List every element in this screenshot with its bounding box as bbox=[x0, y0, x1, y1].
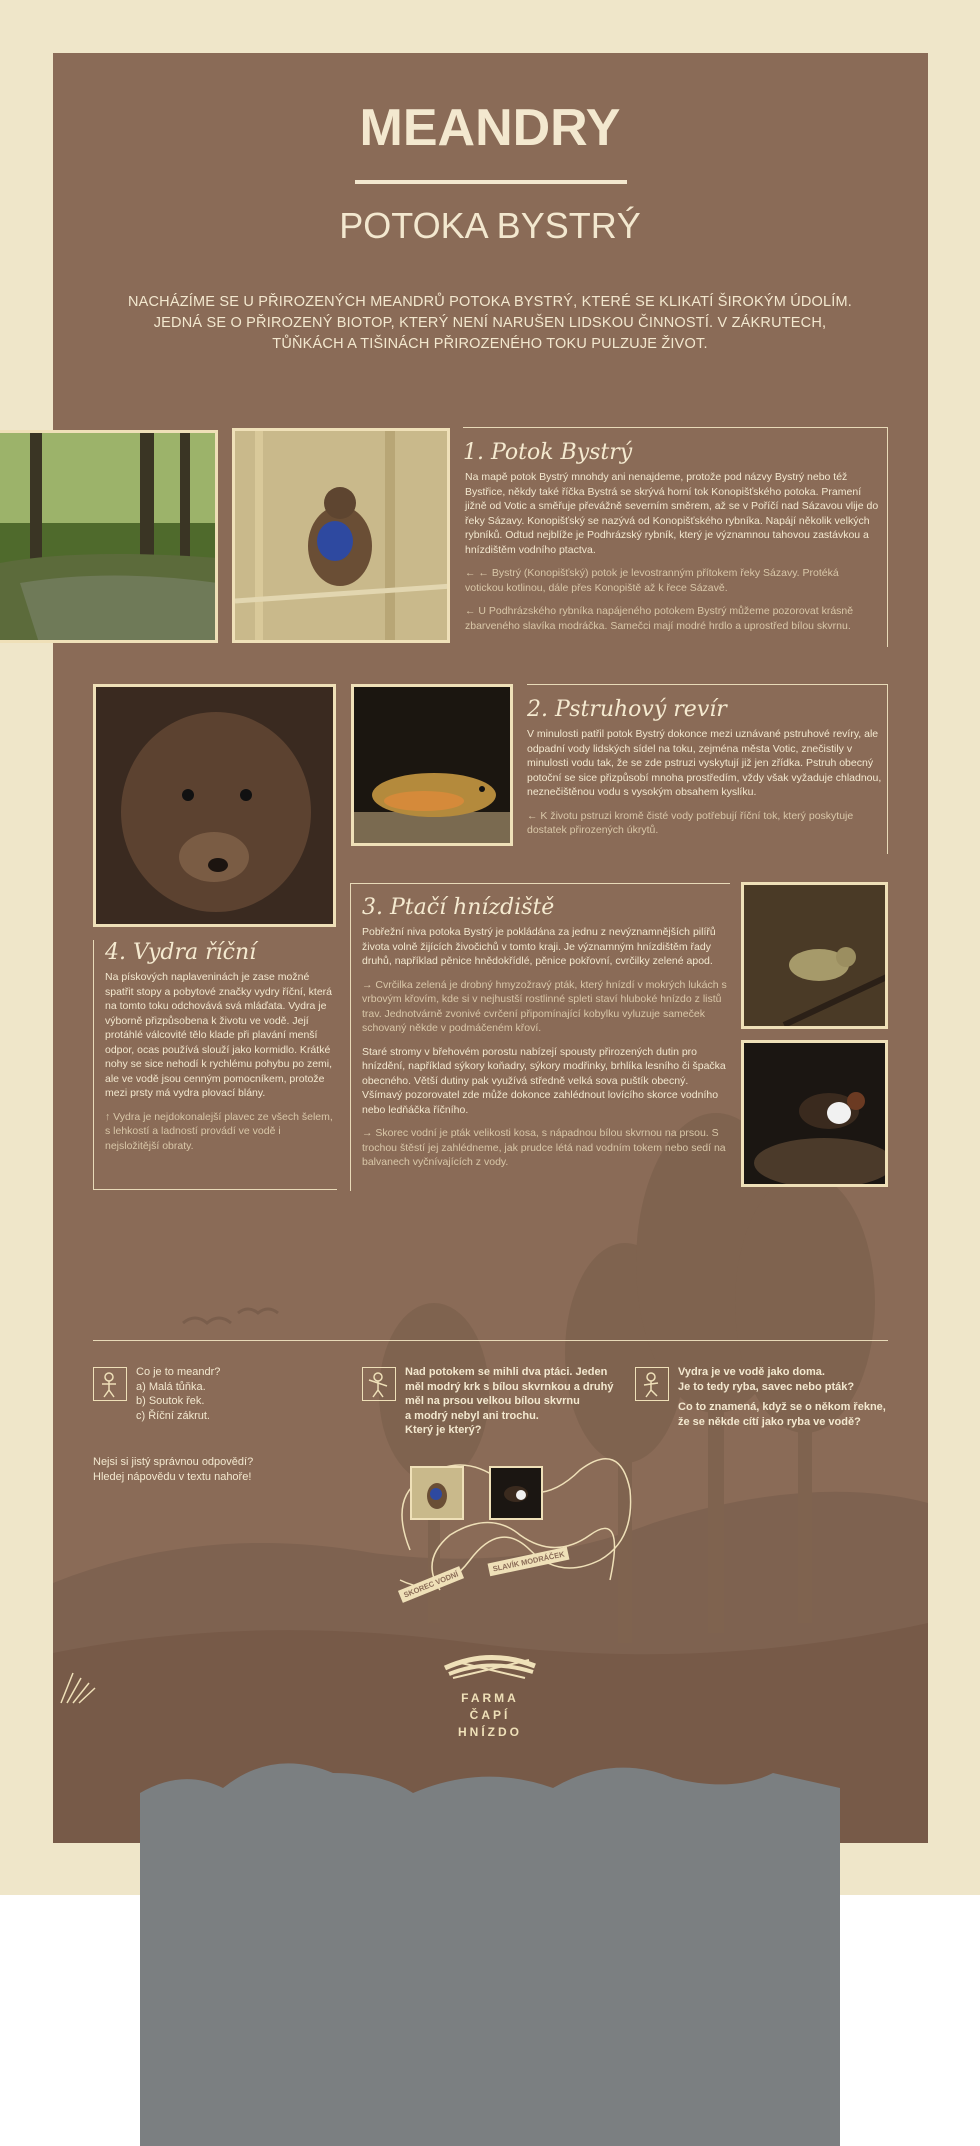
child-quiz-icon bbox=[635, 1367, 669, 1401]
paragraph: Na pískových naplaveninách je zase možné spatřit stopy a pobytové značky vydry říční, která na tomto toku odchovává svá mláďata. Vydra je výborně přizpůsobena k životu ve vodě. Její protáhlé válcovité tělo klade při plavání menší odpor, ocas používá slouží jako kormidlo. Krátké nohy se sice nehodí k rychlému pohybu po zemi, ale ve vodě jsou cenným pomocníkem, protože mezi prsty má vydra plovací blány. bbox=[105, 971, 333, 1099]
hint-line: Hledej nápovědu v textu nahoře! bbox=[93, 1470, 252, 1483]
section-frame bbox=[463, 427, 888, 428]
section-frame bbox=[350, 883, 351, 1191]
farm-logo-text bbox=[440, 1690, 540, 1741]
bluethroat-photo bbox=[232, 428, 450, 643]
photo-caption: ← ← Bystrý (Konopišťský) potok je levostranným přítokem řeky Sázavy. Protéká votickou kotlinou, dále přes Konopiště až k řece Sázavě. bbox=[465, 567, 839, 594]
page-subtitle: POTOKA BYSTRÝ bbox=[339, 205, 641, 246]
quiz-line: Nad potokem se mihli dva ptáci. Jeden bbox=[405, 1366, 608, 1378]
section-text-hnizdiste bbox=[362, 925, 727, 1179]
section-frame bbox=[93, 1189, 337, 1190]
quiz-answer: c) Říční zákrut. bbox=[136, 1409, 210, 1422]
quiz-birds bbox=[405, 1365, 630, 1438]
section-frame bbox=[887, 684, 888, 854]
section-title-hnizdiste: 3. Ptačí hnízdiště bbox=[362, 895, 555, 920]
section-title-vydra: 4. Vydra říční bbox=[105, 940, 257, 965]
logo-line: ČAPÍ bbox=[469, 1708, 511, 1722]
paragraph: V minulosti patřil potok Bystrý dokonce mezi uznávané pstruhové revíry, ale odpadní vody lidských sídel na toku, zejména města Votic, znečistily v minulosti vodu tak, že se zde pstruzi vyskytují již jen zřídka. Pstruh obecný potoční se sice přizpůsobí mnoha prostředím, vždy však vyžaduje chladnou, neznečištěnou vodu s vysokým obsahem kyslíku. bbox=[527, 728, 882, 798]
paragraph: Na mapě potok Bystrý mnohdy ani nenajdeme, protože pod názvy Bystrý nebo též Bystřice, někdy také říčka Bystrá se skrývá horní tok Konopišťského potoka. Pramení jižně od Votic a směřuje převážně severním směrem, až se v Poříčí nad Sázavou vlije do řeky Sázavy. Konopišťský se nazývá od Konopišťského rybníka. Napájí několik velkých rybníků. Odtud nejblíže je Podhrázský rybník, který je významnou tahovou zastávkou a hnízdištěm vodního ptactva. bbox=[465, 471, 879, 556]
dipper-photo bbox=[741, 1040, 888, 1187]
quiz-line: měl modrý krk s bílou skvrnkou a druhý bbox=[405, 1380, 614, 1393]
section-frame bbox=[887, 427, 888, 647]
section-frame bbox=[527, 684, 888, 685]
nest-logo-icon bbox=[437, 1642, 543, 1686]
section-frame bbox=[350, 883, 730, 884]
quiz-divider bbox=[93, 1340, 888, 1341]
page-title: MEANDRY bbox=[359, 99, 621, 157]
bluethroat-thumb bbox=[410, 1466, 464, 1520]
quiz-answer: b) Soutok řek. bbox=[136, 1395, 205, 1407]
photo-caption: ← U Podhrázského rybníka napájeného potokem Bystrý můžeme pozorovat krásně zbarveného slavíka modráčka. Samečci mají modré hrdlo a uprostřed bílou skvrnu. bbox=[465, 605, 854, 632]
section-title-potok: 1. Potok Bystrý bbox=[463, 440, 633, 465]
quiz-meandr bbox=[136, 1365, 336, 1423]
photo-caption: → Skorec vodní je pták velikosti kosa, s nápadnou bílou skvrnou na prsou. S trochou štěstí jej zahlédneme, jak prudce létá nad vodním tokem nebo sedí na balvanech vyčnívajících z vody. bbox=[362, 1127, 726, 1168]
photo-caption: ← K životu pstruzi kromě čisté vody potřebují říční tok, který poskytuje dostatek přirozených úkrytů. bbox=[527, 809, 854, 836]
label-skorec: SKOREC VODNÍ bbox=[398, 1566, 464, 1603]
logo-line: FARMA bbox=[461, 1691, 519, 1705]
quiz-hint bbox=[93, 1455, 333, 1484]
intro-text: NACHÁZÍME SE U PŘIROZENÝCH MEANDRŮ POTOKA BYSTRÝ, KTERÉ SE KLIKATÍ ŠIROKÝM ÚDOLÍM. JEDNÁ SE O PŘIROZENÝ BIOTOP, KTERÝ NENÍ NARUŠEN LIDSKOU ČINNOSTÍ. V ZÁKRUTECH, TŮŇKÁCH A TIŠINÁCH PŘIROZENÉHO TOKU PULZUJE ŽIVOT. bbox=[127, 294, 853, 352]
quiz-line: Který je který? bbox=[405, 1424, 482, 1436]
section-text-revir bbox=[527, 727, 882, 847]
quiz-line: Vydra je ve vodě jako doma. bbox=[678, 1366, 825, 1378]
hint-line: Nejsi si jistý správnou odpovědí? bbox=[93, 1456, 254, 1468]
quiz-line: měl na prsou velkou bílou skvrnu bbox=[405, 1395, 580, 1407]
quiz-line: Co to znamená, když se o někom řekne, bbox=[678, 1401, 886, 1413]
photo-caption: → Cvrčilka zelená je drobný hmyzožravý pták, který hnízdí v mokrých lukách s vrbovým křovím, kde si v nejhustší rostlinné spleti staví hluboké hnízdo z listů trav. Jednotvárně zvonivé cvrčení připomínající kobylku vyluzuje sameček schovaný někde v podmáčeném křoví. bbox=[362, 978, 727, 1034]
quiz-line: a modrý nebyl ani trochu. bbox=[405, 1409, 539, 1422]
warbler-photo bbox=[741, 882, 888, 1029]
logo-line: HNÍZDO bbox=[458, 1725, 522, 1739]
child-quiz-icon bbox=[362, 1367, 396, 1401]
photo-caption: ↑ Vydra je nejdokonalejší plavec ze všech šelem, s lehkostí a ladností provádí ve vodě i nejsložitější obraty. bbox=[105, 1110, 333, 1152]
otter-photo bbox=[93, 684, 336, 927]
paragraph: Pobřežní niva potoka Bystrý je pokládána za jednu z nevýznamnějších pilířů života volně žijících živočichů v tomto kraji. Je významným hnízdištěm řady druhů, například pěnice hnědokřídlé, pěnice pokřovní, cvrčilky zelené apod. bbox=[362, 926, 716, 967]
paragraph: Staré stromy v břehovém porostu nabízejí spousty přirozených dutin pro hnízdění, například sýkory koňadry, sýkory modřinky, brhlíka lesního či špačka obecného. Větší dutiny pak využívá středně velká sova puštík obecný. Všímavý pozorovatel zde může dokonce zahlédnout lovícího skorce vodního nebo ledňáčka říčního. bbox=[362, 1045, 726, 1116]
trout-photo bbox=[351, 684, 513, 846]
section-text-potok bbox=[465, 470, 880, 642]
quiz-line: Je to tedy ryba, savec nebo pták? bbox=[678, 1380, 855, 1393]
quiz-vydra bbox=[678, 1365, 893, 1429]
quiz-question: Co je to meandr? bbox=[136, 1366, 221, 1378]
quiz-line: že se někde cítí jako ryba ve vodě? bbox=[678, 1415, 861, 1428]
child-quiz-icon bbox=[93, 1367, 127, 1401]
quiz-answer: a) Malá tůňka. bbox=[136, 1380, 206, 1393]
board-stand bbox=[140, 1840, 840, 2146]
stream-photo bbox=[0, 430, 218, 643]
section-frame bbox=[93, 940, 94, 1190]
section-text-vydra bbox=[105, 970, 337, 1162]
label-slavik: SLAVÍK MODRÁČEK bbox=[488, 1547, 570, 1577]
title-divider bbox=[355, 180, 627, 184]
dipper-thumb bbox=[489, 1466, 543, 1520]
section-title-revir: 2. Pstruhový revír bbox=[527, 697, 727, 722]
